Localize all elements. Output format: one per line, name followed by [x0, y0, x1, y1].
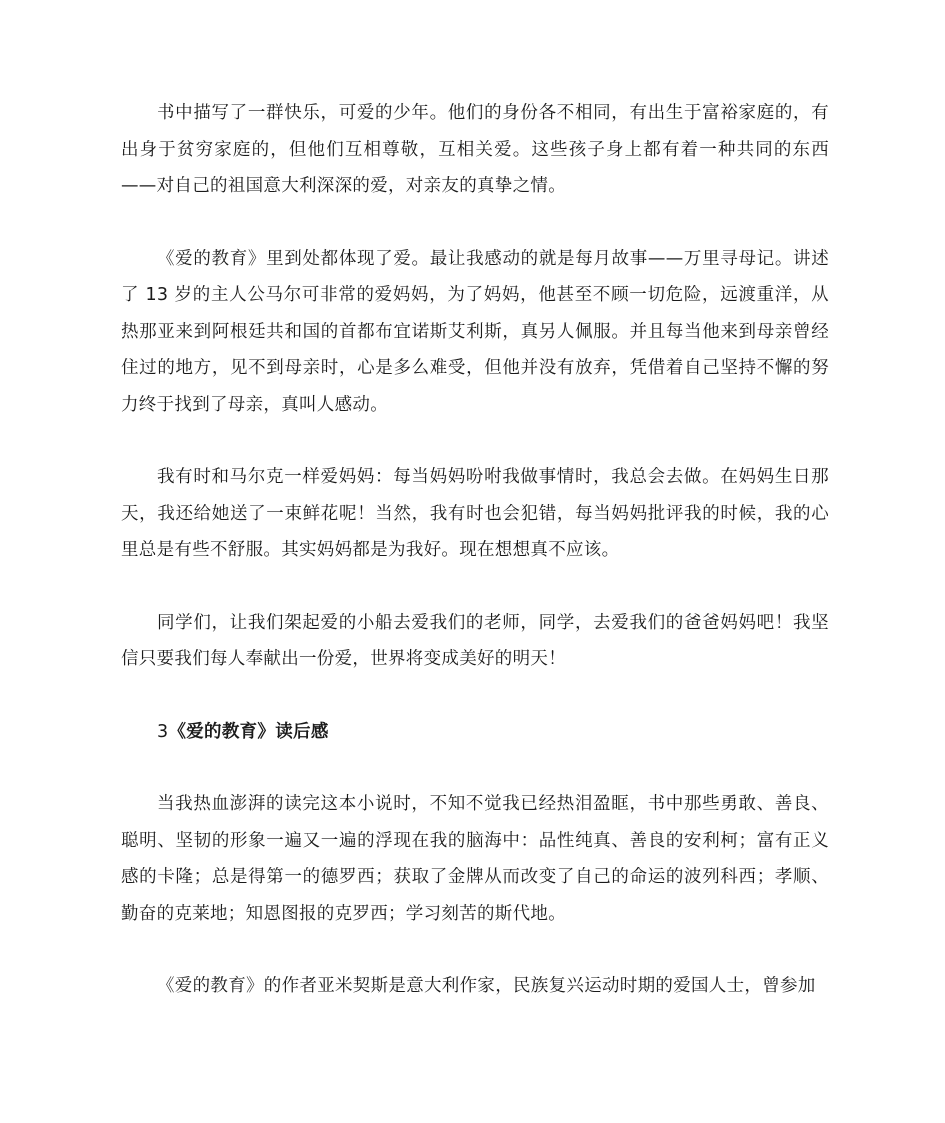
paragraph-story-marco: 《爱的教育》里到处都体现了爱。最让我感动的就是每月故事——万里寻母记。讲述了 13 岁的主人公马尔可非常的爱妈妈，为了妈妈，他甚至不顾一切危险，远渡重洋，从热那亚来到阿根廷共和国的首都布宜诺斯艾利斯，真另人佩服。并且每当他来到母亲曾经住过的地方，见不到母亲时，心是多么难受，但他并没有放弃，凭借着自己坚持不懈的努力终于找到了母亲，真叫人感动。: [121, 248, 829, 415]
section-number: 3: [157, 721, 169, 742]
paragraph-after-reading: 当我热血澎湃的读完这本小说时，不知不觉我已经热泪盈眶，书中那些勇敢、善良、聪明、坚韧的形象一遍又一遍的浮现在我的脑海中：品性纯真、善良的安利柯；富有正义感的卡隆；总是得第一的德罗西；获取了金牌从而改变了自己的命运的波列科西；孝顺、勤奋的克莱地；知恩图报的克罗西；学习刻苦的斯代地。: [121, 794, 829, 924]
paragraph-call-to-love: 同学们，让我们架起爱的小船去爱我们的老师，同学，去爱我们的爸爸妈妈吧！我坚信只要我们每人奉献出一份爱，世界将变成美好的明天！: [121, 612, 829, 669]
section-heading: [121, 714, 829, 751]
paragraph-author: 《爱的教育》的作者亚米契斯是意大利作家，民族复兴运动时期的爱国人士，曾参加: [157, 976, 816, 996]
paragraph-characters: 书中描写了一群快乐，可爱的少年。他们的身份各不相同，有出生于富裕家庭的，有出身于贫穷家庭的，但他们互相尊敬，互相关爱。这些孩子身上都有着一种共同的东西——对自己的祖国意大利深深的爱，对亲友的真挚之情。: [121, 103, 829, 196]
document-page: [121, 95, 829, 1041]
paragraph-love-mom: 我有时和马尔克一样爱妈妈：每当妈妈吩咐我做事情时，我总会去做。在妈妈生日那天，我还给她送了一束鲜花呢！当然，我有时也会犯错，每当妈妈批评我的时候，我的心里总是有些不舒服。其实妈妈都是为我好。现在想想真不应该。: [121, 467, 829, 560]
section-title: 《爱的教育》读后感: [168, 721, 329, 742]
